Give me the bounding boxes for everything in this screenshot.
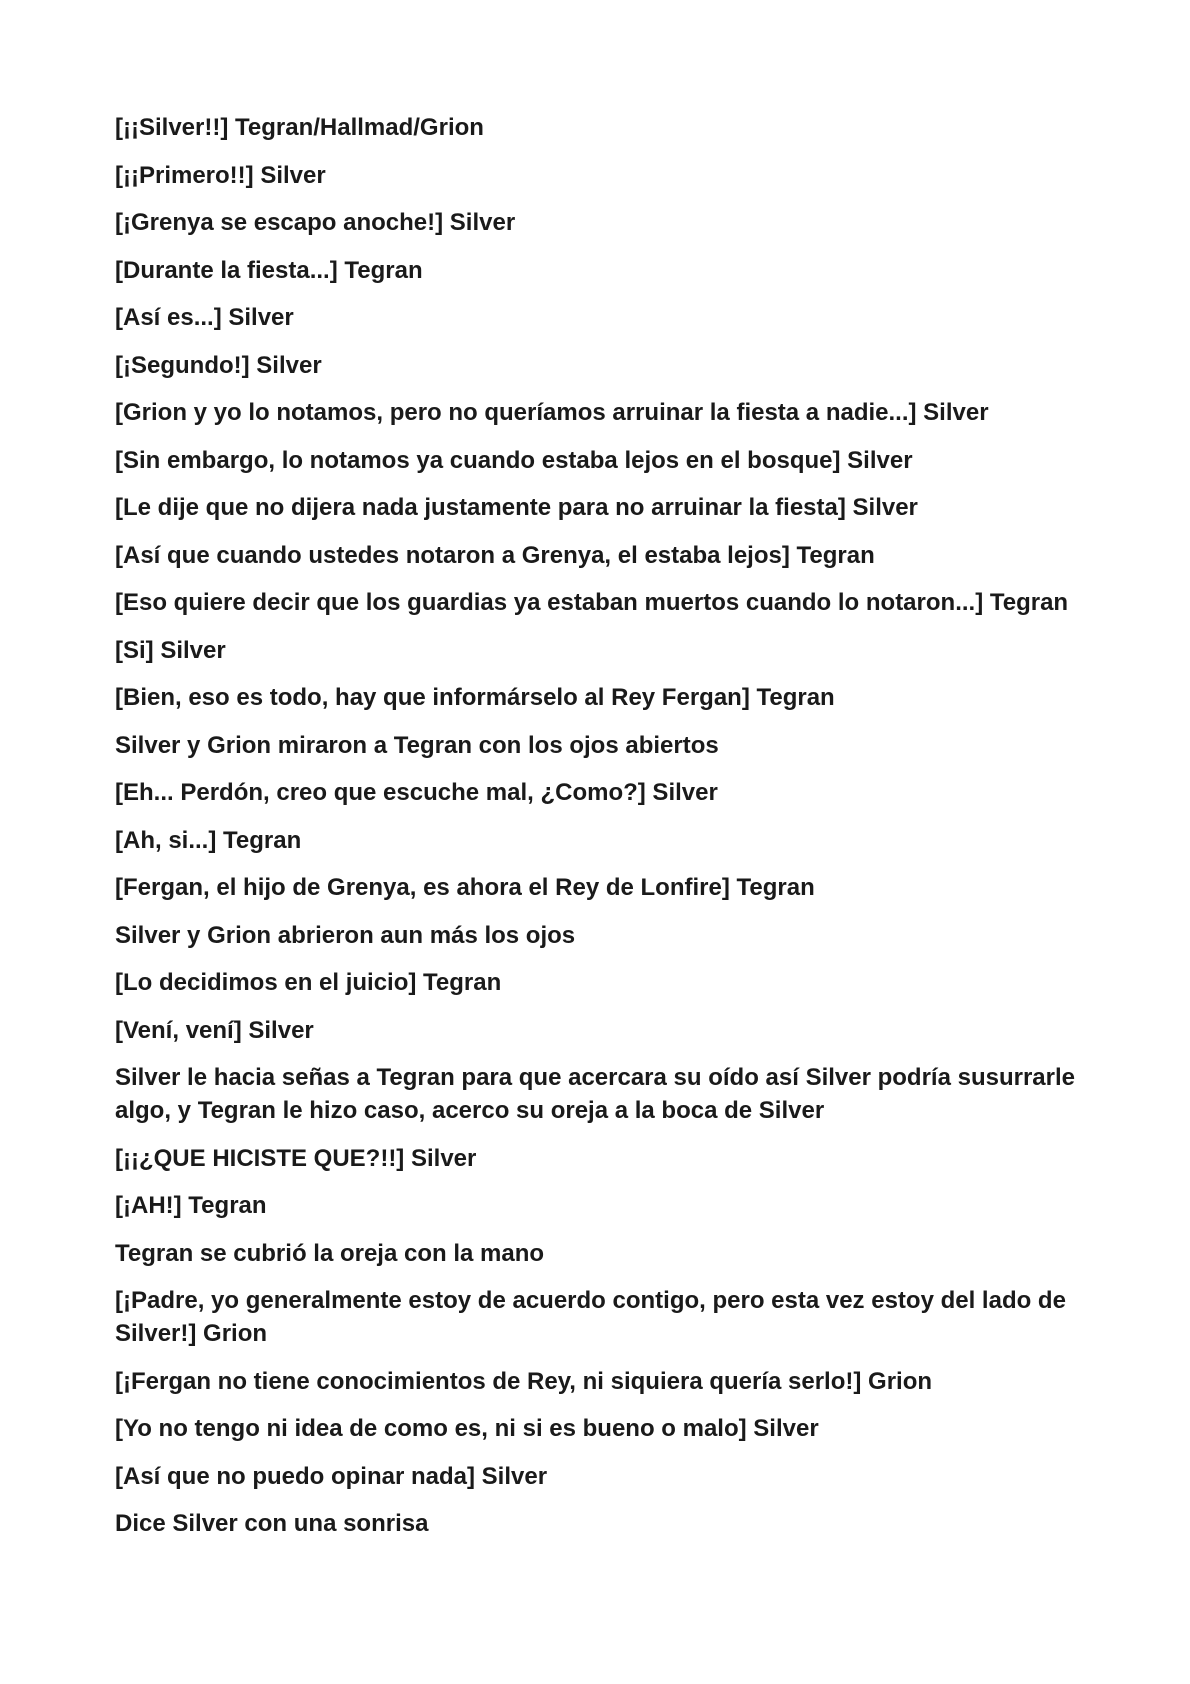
text-line: Dice Silver con una sonrisa bbox=[115, 1510, 429, 1537]
text-line: [Durante la fiesta...] Tegran bbox=[115, 256, 423, 284]
text-line: [Fergan, el hijo de Grenya, es ahora el Rey de Lonfire] Tegran bbox=[115, 874, 815, 901]
text-line: [Vení, vení] Silver bbox=[115, 1016, 314, 1044]
text-line: [Grion y yo lo notamos, pero no queríamos arruinar la fiesta a nadie...] Silver bbox=[115, 399, 989, 426]
text-line: [Lo decidimos en el juicio] Tegran bbox=[115, 969, 502, 996]
text-line: [Sin embargo, lo notamos ya cuando estaba lejos en el bosque] Silver bbox=[115, 446, 913, 474]
text-line: [¡AH!] Tegran bbox=[115, 1192, 267, 1219]
text-line: [Así que no puedo opinar nada] Silver bbox=[115, 1462, 548, 1490]
text-line: [Le dije que no dijera nada justamente para no arruinar la fiesta] Silver bbox=[115, 494, 918, 521]
text-line: [Ah, si...] Tegran bbox=[115, 826, 302, 854]
text-line: Silver y Grion abrieron aun más los ojos bbox=[115, 921, 576, 949]
text-line: [¡Fergan no tiene conocimientos de Rey, ni siquiera quería serlo!] Grion bbox=[115, 1367, 933, 1395]
text-line: [Si] Silver bbox=[115, 636, 226, 664]
text-line: [Eso quiere decir que los guardias ya estaban muertos cuando lo notaron...] Tegran bbox=[115, 589, 1069, 616]
text-line: [¡Segundo!] Silver bbox=[115, 351, 322, 379]
text-line: Silver y Grion miraron a Tegran con los ojos abiertos bbox=[115, 731, 719, 759]
text-line: [¡¡Primero!!] Silver bbox=[115, 161, 326, 189]
text-line: Tegran se cubrió la oreja con la mano bbox=[115, 1239, 545, 1267]
text-line: [Así que cuando ustedes notaron a Grenya, el estaba lejos] Tegran bbox=[115, 541, 875, 569]
text-line: [¡Padre, yo generalmente estoy de acuerdo contigo, pero esta vez estoy del lado de Silver!] Grion bbox=[115, 1287, 1066, 1347]
document-body bbox=[115, 111, 1085, 1555]
text-line: [¡¡¿QUE HICISTE QUE?!!] Silver bbox=[115, 1144, 477, 1172]
text-line: [Yo no tengo ni idea de como es, ni si es bueno o malo] Silver bbox=[115, 1415, 819, 1442]
text-line: [¡¡Silver!!] Tegran/Hallmad/Grion bbox=[115, 114, 484, 141]
text-line: [Eh... Perdón, creo que escuche mal, ¿Como?] Silver bbox=[115, 779, 718, 806]
text-line: [Así es...] Silver bbox=[115, 304, 294, 331]
text-line: Silver le hacia señas a Tegran para que acercara su oído así Silver podría susurrarle algo, y Tegran le hizo caso, acerco su oreja a la boca de Silver bbox=[115, 1064, 1076, 1124]
text-line: [Bien, eso es todo, hay que informárselo al Rey Fergan] Tegran bbox=[115, 684, 835, 711]
text-line: [¡Grenya se escapo anoche!] Silver bbox=[115, 209, 516, 236]
